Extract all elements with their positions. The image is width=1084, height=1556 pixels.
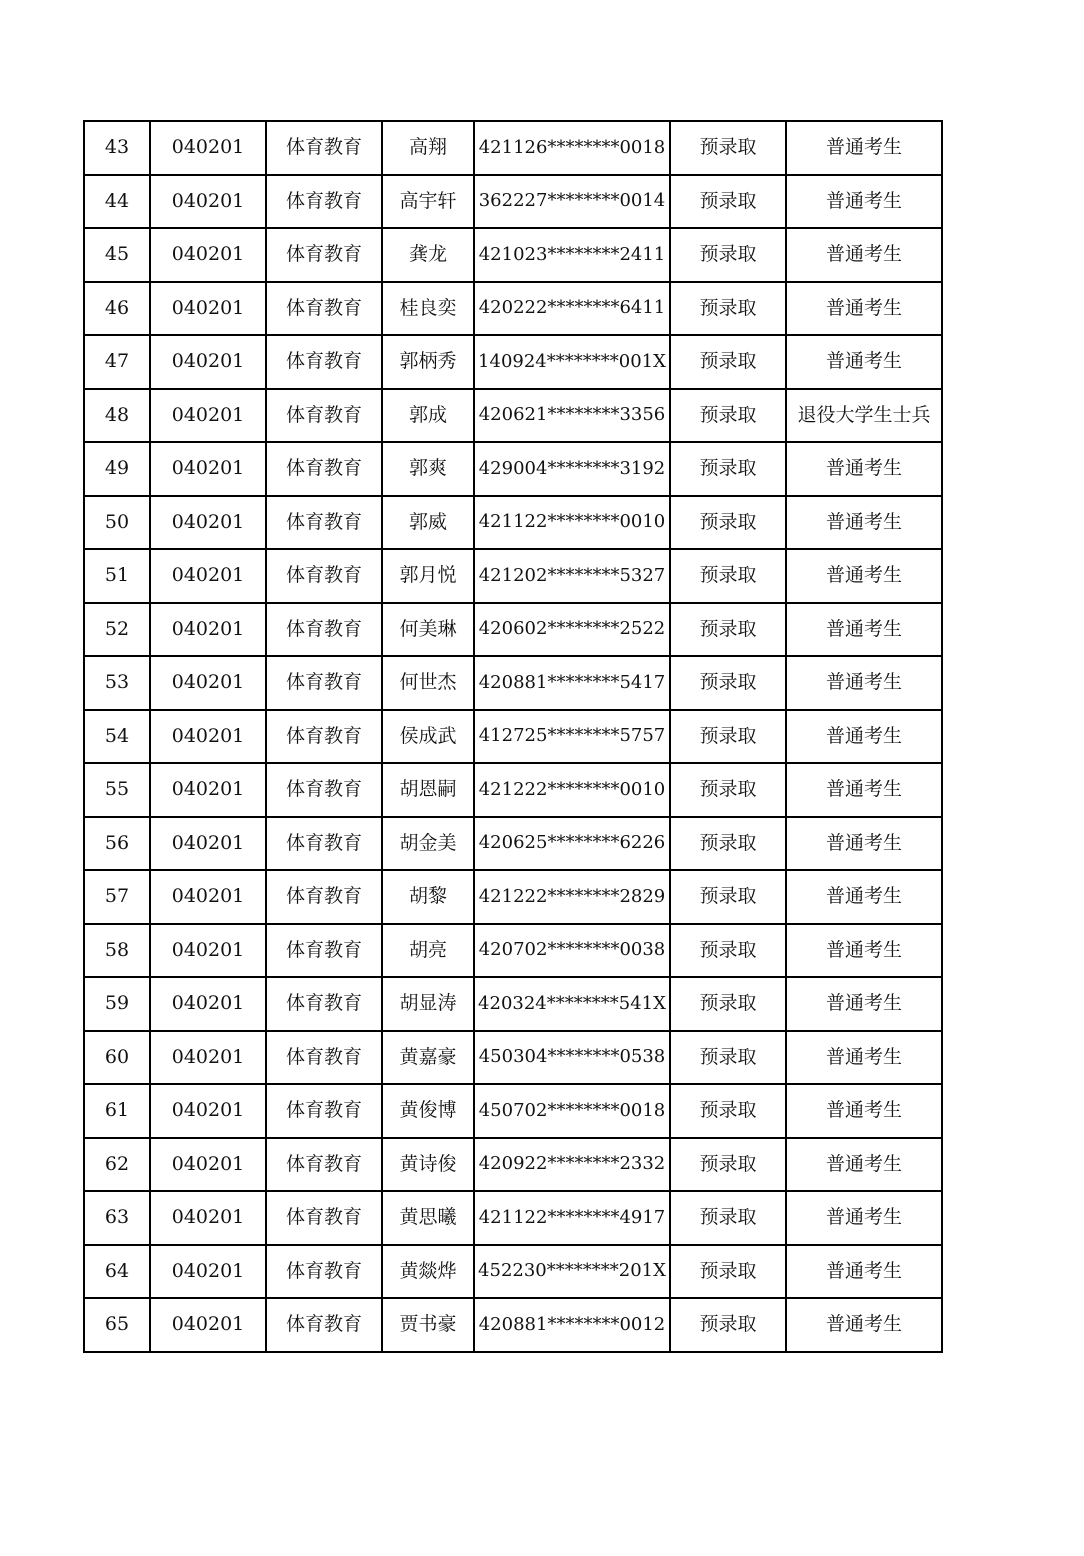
student-name-cell: 高翔 (382, 121, 474, 175)
row-number-cell: 58 (84, 924, 150, 978)
candidate-category-cell: 普通考生 (786, 1031, 942, 1085)
admission-status-cell: 预录取 (670, 1191, 786, 1245)
admission-status-cell: 预录取 (670, 870, 786, 924)
row-number-cell: 52 (84, 603, 150, 657)
major-code-cell: 040201 (150, 228, 266, 282)
row-number-cell: 49 (84, 442, 150, 496)
student-name-cell: 郭月悦 (382, 549, 474, 603)
major-code-cell: 040201 (150, 870, 266, 924)
candidate-category-cell: 普通考生 (786, 121, 942, 175)
row-number-cell: 60 (84, 1031, 150, 1085)
student-name-cell: 侯成武 (382, 710, 474, 764)
major-name-cell: 体育教育 (266, 228, 382, 282)
student-name-cell: 胡金美 (382, 817, 474, 871)
row-number-cell: 59 (84, 977, 150, 1031)
admission-status-cell: 预录取 (670, 549, 786, 603)
table-row (84, 175, 942, 229)
id-number-cell: 420881********0012 (474, 1298, 670, 1352)
id-number-cell: 420324********541X (474, 977, 670, 1031)
id-number-cell: 450304********0538 (474, 1031, 670, 1085)
admission-status-cell: 预录取 (670, 496, 786, 550)
candidate-category-cell: 退役大学生士兵 (786, 389, 942, 443)
major-code-cell: 040201 (150, 977, 266, 1031)
row-number-cell: 55 (84, 763, 150, 817)
student-name-cell: 胡黎 (382, 870, 474, 924)
row-number-cell: 47 (84, 335, 150, 389)
admission-table (83, 120, 943, 1353)
admission-status-cell: 预录取 (670, 121, 786, 175)
major-name-cell: 体育教育 (266, 1298, 382, 1352)
table-row (84, 549, 942, 603)
table-row (84, 1298, 942, 1352)
major-name-cell: 体育教育 (266, 924, 382, 978)
candidate-category-cell: 普通考生 (786, 763, 942, 817)
row-number-cell: 63 (84, 1191, 150, 1245)
major-code-cell: 040201 (150, 603, 266, 657)
table-row (84, 1084, 942, 1138)
table-row (84, 1031, 942, 1085)
admission-status-cell: 预录取 (670, 335, 786, 389)
student-name-cell: 郭威 (382, 496, 474, 550)
admission-status-cell: 预录取 (670, 389, 786, 443)
id-number-cell: 421122********0010 (474, 496, 670, 550)
major-name-cell: 体育教育 (266, 710, 382, 764)
major-code-cell: 040201 (150, 1191, 266, 1245)
table-row (84, 1245, 942, 1299)
major-code-cell: 040201 (150, 710, 266, 764)
major-name-cell: 体育教育 (266, 121, 382, 175)
table-row (84, 977, 942, 1031)
id-number-cell: 421222********2829 (474, 870, 670, 924)
major-code-cell: 040201 (150, 1298, 266, 1352)
table-body (84, 121, 942, 1352)
student-name-cell: 胡显涛 (382, 977, 474, 1031)
major-code-cell: 040201 (150, 1031, 266, 1085)
major-name-cell: 体育教育 (266, 1245, 382, 1299)
table-row (84, 924, 942, 978)
student-name-cell: 胡亮 (382, 924, 474, 978)
table-row (84, 282, 942, 336)
admission-status-cell: 预录取 (670, 924, 786, 978)
student-name-cell: 高宇轩 (382, 175, 474, 229)
admission-status-cell: 预录取 (670, 817, 786, 871)
table-row (84, 1191, 942, 1245)
admission-status-cell: 预录取 (670, 1245, 786, 1299)
major-name-cell: 体育教育 (266, 175, 382, 229)
major-name-cell: 体育教育 (266, 870, 382, 924)
student-name-cell: 黄思曦 (382, 1191, 474, 1245)
table-row (84, 335, 942, 389)
admission-status-cell: 预录取 (670, 603, 786, 657)
table-row (84, 656, 942, 710)
candidate-category-cell: 普通考生 (786, 442, 942, 496)
major-code-cell: 040201 (150, 496, 266, 550)
major-name-cell: 体育教育 (266, 335, 382, 389)
row-number-cell: 61 (84, 1084, 150, 1138)
admission-status-cell: 预录取 (670, 763, 786, 817)
candidate-category-cell: 普通考生 (786, 549, 942, 603)
student-name-cell: 何世杰 (382, 656, 474, 710)
admission-status-cell: 预录取 (670, 1084, 786, 1138)
major-name-cell: 体育教育 (266, 549, 382, 603)
candidate-category-cell: 普通考生 (786, 1245, 942, 1299)
id-number-cell: 421222********0010 (474, 763, 670, 817)
id-number-cell: 420621********3356 (474, 389, 670, 443)
student-name-cell: 何美琳 (382, 603, 474, 657)
major-name-cell: 体育教育 (266, 977, 382, 1031)
major-name-cell: 体育教育 (266, 282, 382, 336)
student-name-cell: 胡恩嗣 (382, 763, 474, 817)
admission-status-cell: 预录取 (670, 442, 786, 496)
major-name-cell: 体育教育 (266, 1138, 382, 1192)
candidate-category-cell: 普通考生 (786, 977, 942, 1031)
admission-status-cell: 预录取 (670, 228, 786, 282)
major-name-cell: 体育教育 (266, 1031, 382, 1085)
candidate-category-cell: 普通考生 (786, 1138, 942, 1192)
id-number-cell: 450702********0018 (474, 1084, 670, 1138)
admission-status-cell: 预录取 (670, 1031, 786, 1085)
major-name-cell: 体育教育 (266, 656, 382, 710)
id-number-cell: 420702********0038 (474, 924, 670, 978)
id-number-cell: 412725********5757 (474, 710, 670, 764)
id-number-cell: 420922********2332 (474, 1138, 670, 1192)
major-name-cell: 体育教育 (266, 1084, 382, 1138)
major-name-cell: 体育教育 (266, 603, 382, 657)
candidate-category-cell: 普通考生 (786, 656, 942, 710)
admission-status-cell: 预录取 (670, 1138, 786, 1192)
id-number-cell: 421023********2411 (474, 228, 670, 282)
admission-status-cell: 预录取 (670, 175, 786, 229)
candidate-category-cell: 普通考生 (786, 870, 942, 924)
id-number-cell: 420602********2522 (474, 603, 670, 657)
major-code-cell: 040201 (150, 656, 266, 710)
major-name-cell: 体育教育 (266, 389, 382, 443)
row-number-cell: 64 (84, 1245, 150, 1299)
admission-status-cell: 预录取 (670, 656, 786, 710)
major-code-cell: 040201 (150, 1245, 266, 1299)
admission-status-cell: 预录取 (670, 710, 786, 764)
table-row (84, 228, 942, 282)
row-number-cell: 62 (84, 1138, 150, 1192)
table-row (84, 442, 942, 496)
id-number-cell: 421202********5327 (474, 549, 670, 603)
candidate-category-cell: 普通考生 (786, 1298, 942, 1352)
student-name-cell: 郭成 (382, 389, 474, 443)
candidate-category-cell: 普通考生 (786, 175, 942, 229)
row-number-cell: 56 (84, 817, 150, 871)
major-code-cell: 040201 (150, 282, 266, 336)
candidate-category-cell: 普通考生 (786, 282, 942, 336)
major-name-cell: 体育教育 (266, 442, 382, 496)
major-name-cell: 体育教育 (266, 496, 382, 550)
table-row (84, 1138, 942, 1192)
major-name-cell: 体育教育 (266, 1191, 382, 1245)
major-code-cell: 040201 (150, 1084, 266, 1138)
table-row (84, 817, 942, 871)
id-number-cell: 452230********201X (474, 1245, 670, 1299)
student-name-cell: 黄燚烨 (382, 1245, 474, 1299)
candidate-category-cell: 普通考生 (786, 496, 942, 550)
row-number-cell: 50 (84, 496, 150, 550)
row-number-cell: 53 (84, 656, 150, 710)
candidate-category-cell: 普通考生 (786, 1191, 942, 1245)
candidate-category-cell: 普通考生 (786, 1084, 942, 1138)
candidate-category-cell: 普通考生 (786, 710, 942, 764)
student-name-cell: 黄俊博 (382, 1084, 474, 1138)
row-number-cell: 45 (84, 228, 150, 282)
major-name-cell: 体育教育 (266, 817, 382, 871)
table-row (84, 763, 942, 817)
major-code-cell: 040201 (150, 389, 266, 443)
id-number-cell: 421126********0018 (474, 121, 670, 175)
table-row (84, 710, 942, 764)
candidate-category-cell: 普通考生 (786, 603, 942, 657)
row-number-cell: 46 (84, 282, 150, 336)
row-number-cell: 65 (84, 1298, 150, 1352)
student-name-cell: 黄诗俊 (382, 1138, 474, 1192)
major-code-cell: 040201 (150, 763, 266, 817)
row-number-cell: 51 (84, 549, 150, 603)
major-code-cell: 040201 (150, 549, 266, 603)
major-code-cell: 040201 (150, 335, 266, 389)
major-code-cell: 040201 (150, 175, 266, 229)
student-name-cell: 龚龙 (382, 228, 474, 282)
major-name-cell: 体育教育 (266, 763, 382, 817)
row-number-cell: 44 (84, 175, 150, 229)
candidate-category-cell: 普通考生 (786, 228, 942, 282)
row-number-cell: 54 (84, 710, 150, 764)
table-row (84, 496, 942, 550)
student-name-cell: 郭柄秀 (382, 335, 474, 389)
id-number-cell: 420625********6226 (474, 817, 670, 871)
candidate-category-cell: 普通考生 (786, 924, 942, 978)
major-code-cell: 040201 (150, 1138, 266, 1192)
id-number-cell: 420881********5417 (474, 656, 670, 710)
student-name-cell: 黄嘉豪 (382, 1031, 474, 1085)
admission-status-cell: 预录取 (670, 977, 786, 1031)
id-number-cell: 420222********6411 (474, 282, 670, 336)
student-name-cell: 桂良奕 (382, 282, 474, 336)
student-name-cell: 贾书豪 (382, 1298, 474, 1352)
row-number-cell: 48 (84, 389, 150, 443)
student-name-cell: 郭爽 (382, 442, 474, 496)
table-row (84, 603, 942, 657)
major-code-cell: 040201 (150, 924, 266, 978)
row-number-cell: 57 (84, 870, 150, 924)
candidate-category-cell: 普通考生 (786, 335, 942, 389)
admission-status-cell: 预录取 (670, 1298, 786, 1352)
id-number-cell: 429004********3192 (474, 442, 670, 496)
id-number-cell: 362227********0014 (474, 175, 670, 229)
major-code-cell: 040201 (150, 121, 266, 175)
table-row (84, 870, 942, 924)
table-row (84, 121, 942, 175)
table-row (84, 389, 942, 443)
major-code-cell: 040201 (150, 442, 266, 496)
row-number-cell: 43 (84, 121, 150, 175)
admission-status-cell: 预录取 (670, 282, 786, 336)
id-number-cell: 140924********001X (474, 335, 670, 389)
candidate-category-cell: 普通考生 (786, 817, 942, 871)
id-number-cell: 421122********4917 (474, 1191, 670, 1245)
major-code-cell: 040201 (150, 817, 266, 871)
